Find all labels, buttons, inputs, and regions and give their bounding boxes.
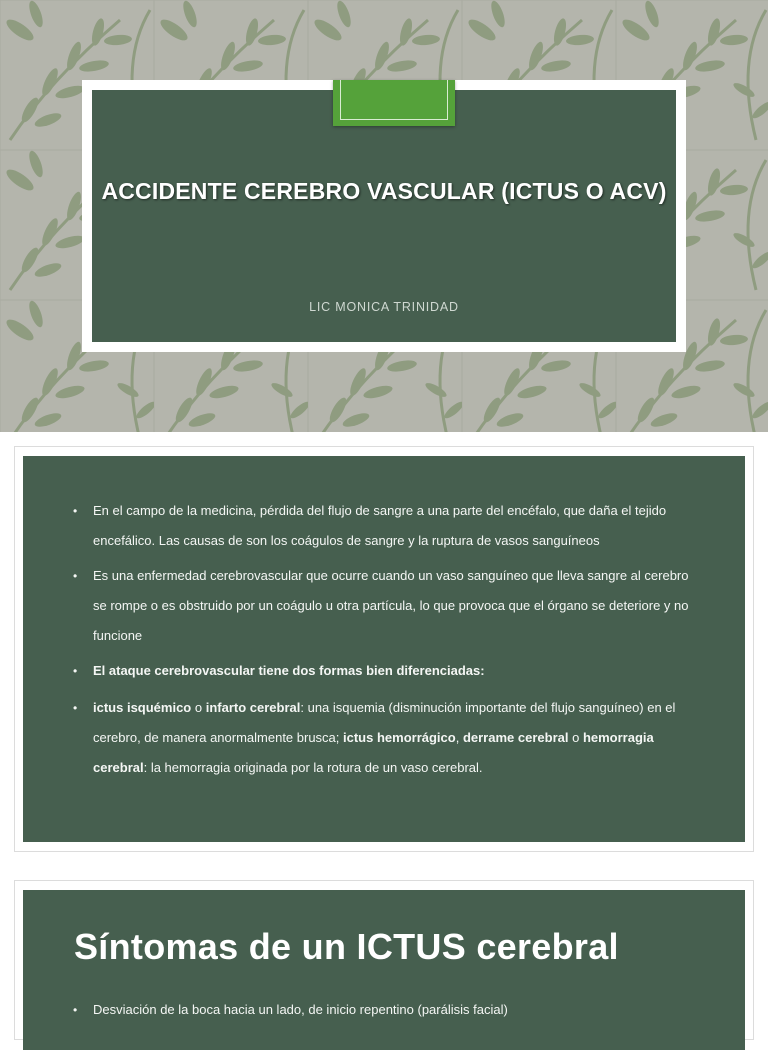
- term-infarto-cerebral: infarto cerebral: [205, 700, 301, 715]
- bullet-text-bold: El ataque cerebrovascular tiene dos formas bien diferenciadas:: [93, 663, 485, 678]
- definition-panel: [23, 456, 745, 842]
- symptom-bullet: [73, 998, 733, 1022]
- text-connector: o: [568, 730, 583, 745]
- symptoms-title: Síntomas de un ICTUS cerebral: [74, 926, 619, 967]
- bullet-item: [73, 656, 703, 686]
- slide-title: ACCIDENTE CEREBRO VASCULAR (ICTUS O ACV): [101, 178, 667, 204]
- definition-slide: [14, 446, 754, 852]
- slide-subtitle: LIC MONICA TRINIDAD: [309, 300, 459, 314]
- text-connector: o: [191, 700, 206, 715]
- symptoms-panel: [23, 890, 745, 1050]
- green-tab-inner-border: [340, 80, 448, 120]
- text-definition: : la hemorragia originada por la rotura de un vaso cerebral.: [143, 760, 483, 775]
- title-frame: [82, 80, 686, 352]
- text-definition: : una isquemia (disminución importante del flujo sanguíneo) en el cerebro, de manera anormalmente brusca;: [93, 700, 676, 745]
- green-accent-tab: [333, 80, 455, 126]
- title-slide: [0, 0, 768, 432]
- term-derrame-cerebral: derrame cerebral: [462, 730, 569, 745]
- bullet-text: En el campo de la medicina, pérdida del flujo de sangre a una parte del encéfalo, que daña el tejido encefálico. Las causas de son los coágulos de sangre y la ruptura de vasos sanguíneos: [93, 503, 667, 548]
- bullet-item: [73, 693, 703, 783]
- bullet-text: Desviación de la boca hacia un lado, de inicio repentino (parálisis facial): [93, 1002, 508, 1017]
- term-hemorragia-cerebral: hemorragia cerebral: [93, 730, 654, 775]
- bullet-list: [73, 496, 703, 788]
- term-ictus-isquemico: ictus isquémico: [93, 700, 192, 715]
- bullet-item: [73, 496, 703, 556]
- title-panel: [92, 90, 676, 342]
- bullet-item: [73, 561, 703, 651]
- bullet-text: Es una enfermedad cerebrovascular que ocurre cuando un vaso sanguíneo que lleva sangre al cerebro se rompe o es obstruido por un coágulo u otra partícula, lo que provoca que el órgano se deteriore y no funcione: [93, 568, 689, 643]
- text-connector: ,: [455, 730, 463, 745]
- symptoms-slide: [14, 880, 754, 1040]
- term-ictus-hemorragico: ictus hemorrágico: [343, 730, 456, 745]
